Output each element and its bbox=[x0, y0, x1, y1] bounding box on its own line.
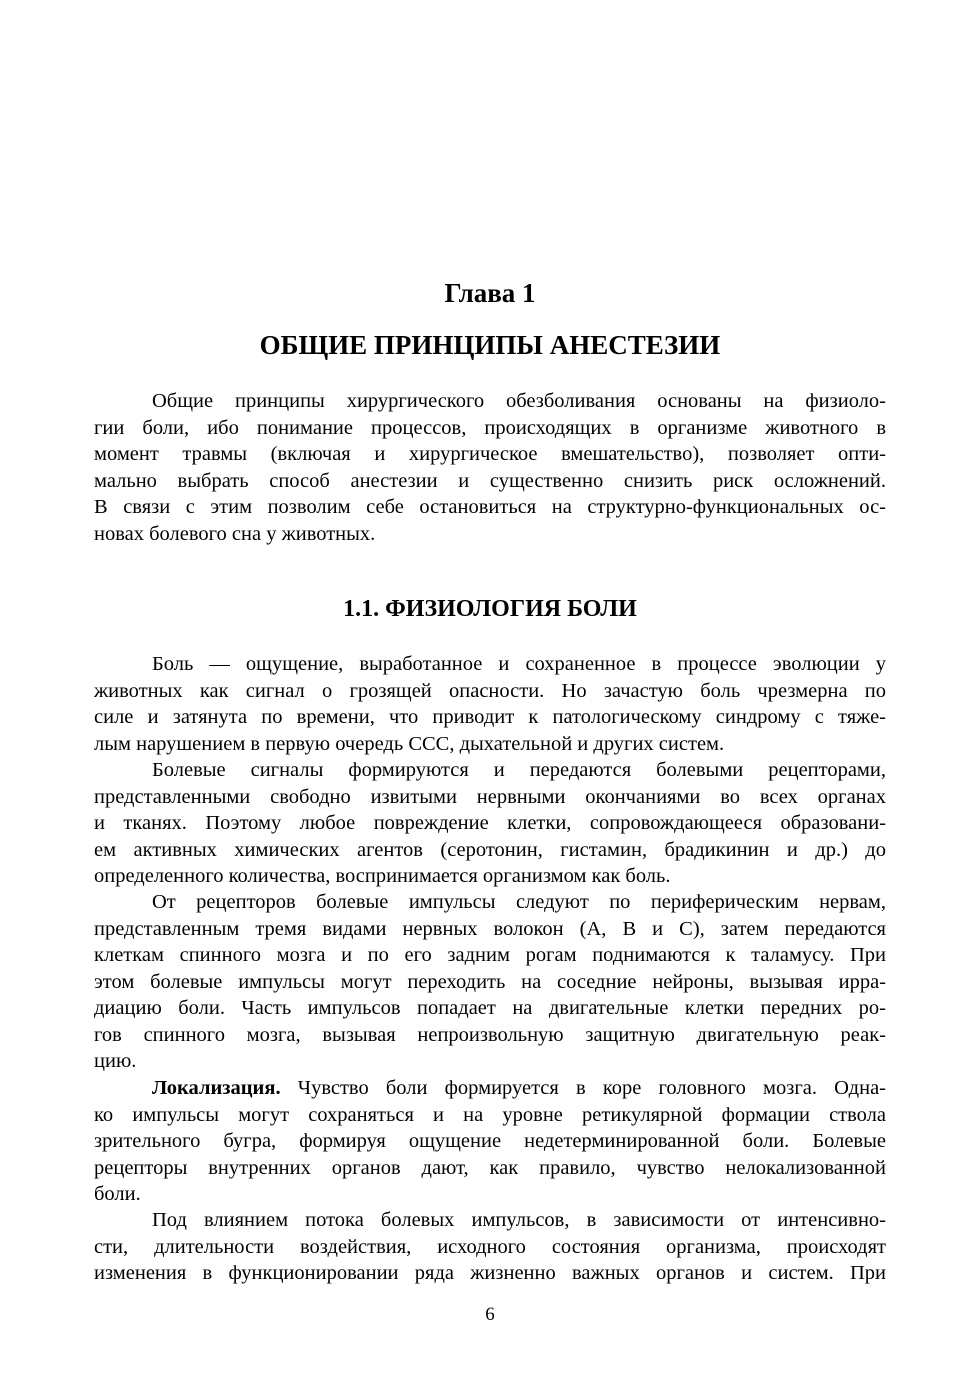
text-line: гии боли, ибо понимание процессов, происходящих в организме животного в bbox=[94, 416, 886, 439]
text-line: представленным тремя видами нервных волокон (А, В и С), затем передаются bbox=[94, 917, 886, 940]
text-span: Чувство боли формируется в коре головного мозга. Одна- bbox=[280, 1077, 886, 1099]
text-line: лым нарушением в первую очередь ССС, дыхательной и других систем. bbox=[94, 732, 725, 755]
paragraph-2 bbox=[94, 757, 886, 890]
text-line: клеткам спинного мозга и по его задним рогам поднимаются к таламусу. При bbox=[94, 944, 886, 966]
text-line: Под влиянием потока болевых импульсов, в зависимости от интенсивно- bbox=[152, 1209, 886, 1231]
text-line: этом болевые импульсы могут переходить на соседние нейроны, вызывая ирра- bbox=[94, 970, 886, 993]
paragraph-4 bbox=[94, 1075, 886, 1208]
text-line: определенного количества, воспринимается организмом как боль. bbox=[94, 865, 671, 887]
text-line: От рецепторов болевые импульсы следуют по периферическим нервам, bbox=[152, 891, 886, 913]
text-line: ем активных химических агентов (серотонин, гистамин, брадикинин и др.) до bbox=[94, 838, 886, 861]
paragraph-1 bbox=[94, 651, 886, 757]
intro-paragraph bbox=[94, 388, 886, 547]
text-line: новах болевого сна у животных. bbox=[94, 522, 376, 545]
text-line: сти, длительности воздействия, исходного состояния организма, происходят bbox=[94, 1235, 886, 1258]
text-line: момент травмы (включая и хирургическое вмешательство), позволяет опти- bbox=[94, 443, 886, 465]
text-line: боли. bbox=[94, 1183, 141, 1205]
text-line: изменения в функционировании ряда жизненно важных органов и систем. При bbox=[94, 1262, 886, 1284]
text-line: Общие принципы хирургического обезболивания основаны на физиоло- bbox=[152, 390, 886, 412]
text-line: ко импульсы могут сохраняться и на уровне ретикулярной формации ствола bbox=[94, 1103, 886, 1126]
text-line: гов спинного мозга, вызывая непроизвольную защитную двигательную реак- bbox=[94, 1023, 886, 1046]
paragraph-5 bbox=[94, 1207, 886, 1287]
text-line: силе и затянута по времени, что приводит к патологическому синдрому с тяже- bbox=[94, 706, 886, 728]
page-number: 6 bbox=[485, 1304, 495, 1325]
section-title: 1.1. ФИЗИОЛОГИЯ БОЛИ bbox=[343, 596, 637, 622]
text-line: животных как сигнал о грозящей опасности. Но зачастую боль чрезмерна по bbox=[94, 679, 886, 702]
chapter-title: ОБЩИЕ ПРИНЦИПЫ АНЕСТЕЗИИ bbox=[259, 330, 721, 360]
text-line: представленными свободно извитыми нервными окончаниями во всех органах bbox=[94, 785, 886, 808]
text-line: Боль — ощущение, выработанное и сохраненное в процессе эволюции у bbox=[152, 653, 886, 675]
text-line: рецепторы внутренних органов дают, как правило, чувство нелокализованной bbox=[94, 1156, 886, 1179]
text-line: мально выбрать способ анестезии и существенно снизить риск осложнений. bbox=[94, 469, 886, 492]
text-line: Болевые сигналы формируются и передаются болевыми рецепторами, bbox=[152, 759, 886, 781]
paragraph-3 bbox=[94, 889, 886, 1075]
text-line bbox=[94, 1075, 886, 1102]
text-line: В связи с этим позволим себе остановиться на структурно-функциональных ос- bbox=[94, 496, 886, 518]
text-line: диацию боли. Часть импульсов попадает на двигательные клетки передних ро- bbox=[94, 997, 886, 1019]
term-lead: Локализация. bbox=[152, 1077, 281, 1099]
text-line: зрительного бугра, формируя ощущение недетерминированной боли. Болевые bbox=[94, 1130, 886, 1152]
chapter-label: Глава 1 bbox=[444, 278, 536, 308]
text-line: и тканях. Поэтому любое повреждение клетки, сопровождающееся образовани- bbox=[94, 812, 886, 834]
text-line: цию. bbox=[94, 1050, 137, 1072]
